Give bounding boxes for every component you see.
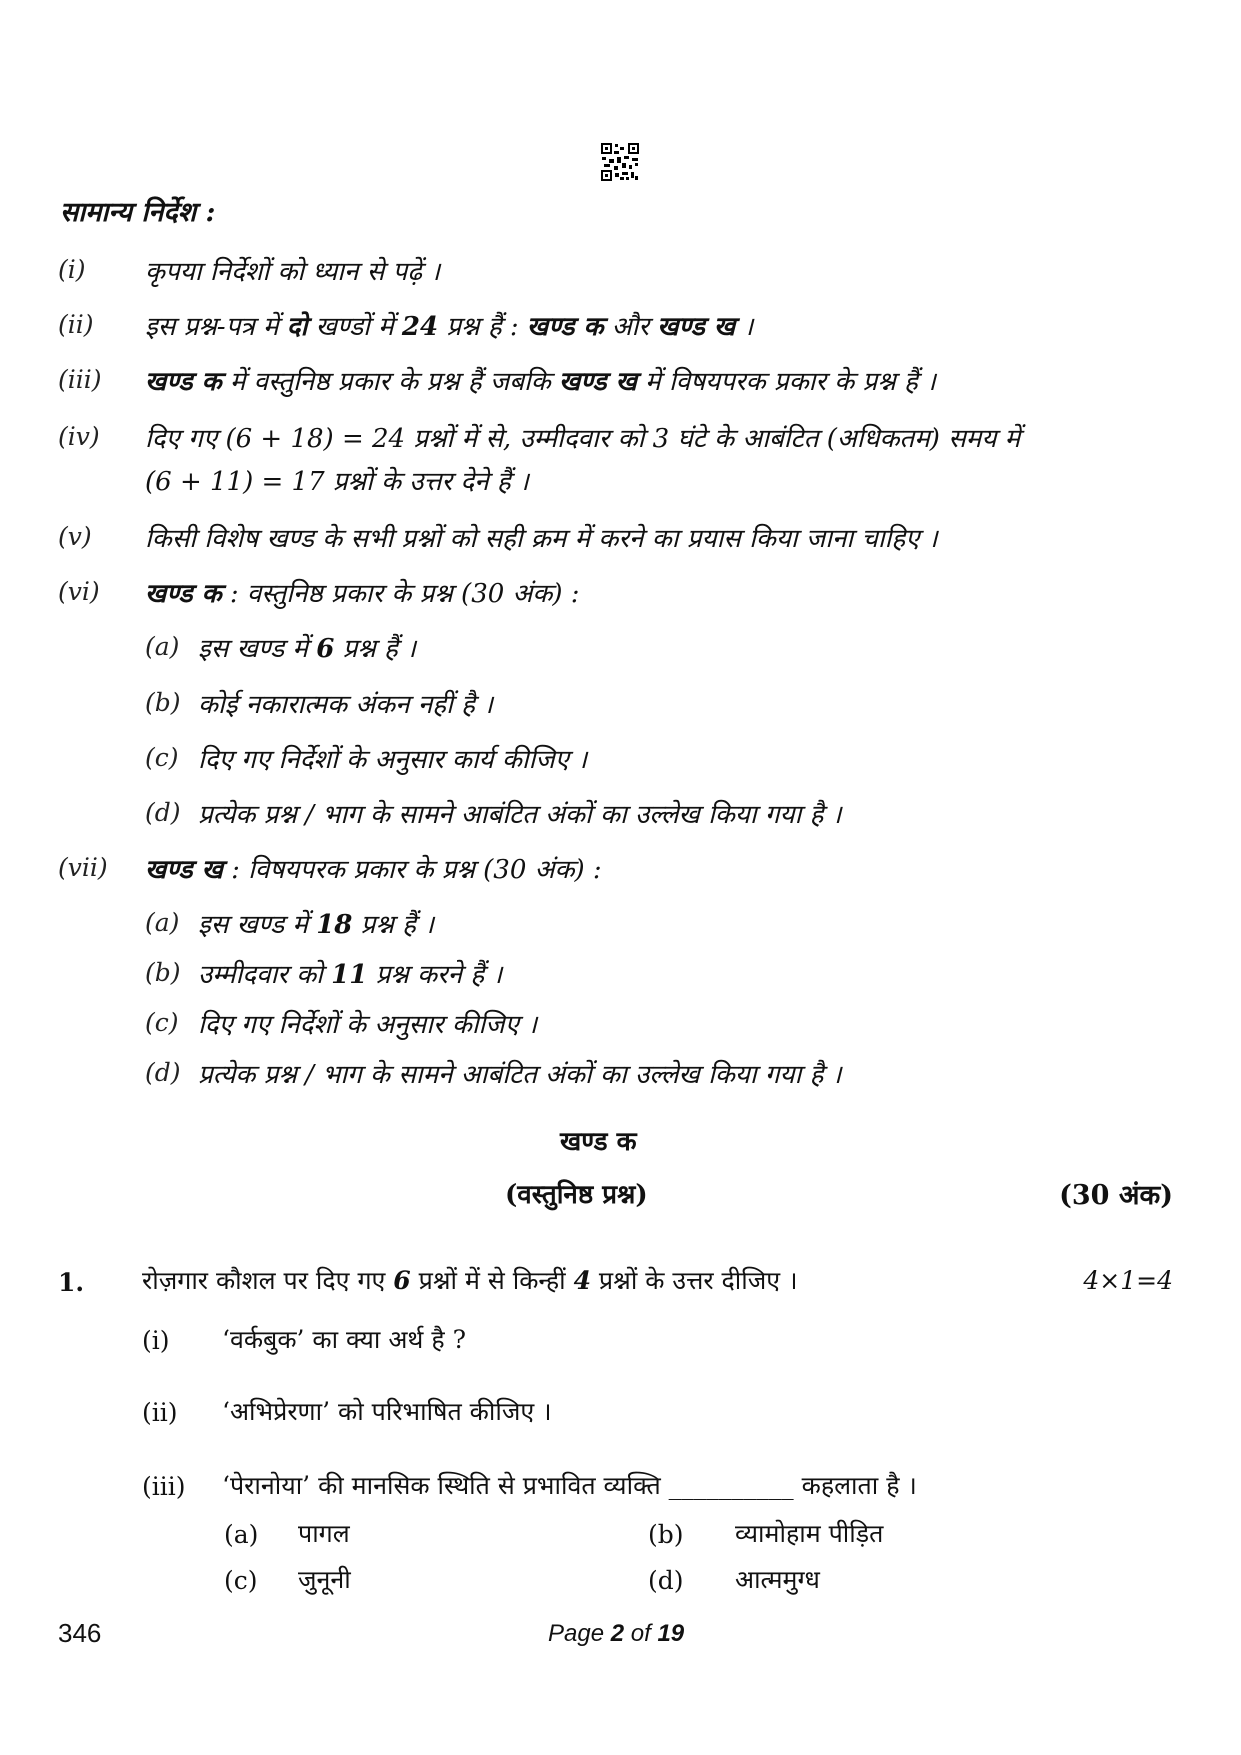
sub-instruction-text: दिए गए निर्देशों के अनुसार कीजिए । [198,1010,538,1040]
instruction-text: खण्ड क : वस्तुनिष्ठ प्रकार के प्रश्न (30 अंक) : [145,579,580,609]
part-number: (iii) [142,1472,186,1501]
sub-instruction-number: (d) [145,798,181,827]
instruction-text: किसी विशेष खण्ड के सभी प्रश्नों को सही क्रम में करने का प्रयास किया जाना चाहिए । [145,524,938,554]
option-label: (d) [648,1566,684,1595]
option-label: (c) [224,1566,258,1595]
part-text: ‘अभिप्रेरणा’ को परिभाषित कीजिए । [222,1397,552,1426]
option-text: पागल [298,1519,350,1548]
page-number: Page 2 of 19 [548,1620,685,1647]
sub-instruction-text: उम्मीदवार को 11 प्रश्न करने हैं । [198,960,503,990]
part-number: (ii) [142,1398,178,1427]
part-text: ‘पेरानोया’ की मानसिक स्थिति से प्रभावित व्यक्ति __________ कहलाता है । [222,1471,917,1500]
option-text: जुनूनी [298,1565,351,1594]
instructions-heading: सामान्य निर्देश : [60,197,216,228]
option-text: आत्ममुग्ध [735,1565,820,1594]
instruction-text: कृपया निर्देशों को ध्यान से पढ़ें । [145,257,441,287]
question-text: रोज़गार कौशल पर दिए गए 6 प्रश्नों में से किन्हीं 4 प्रश्नों के उत्तर दीजिए । [142,1266,798,1295]
sub-instruction-text: प्रत्येक प्रश्न / भाग के सामने आबंटित अंकों का उल्लेख किया गया है । [198,1060,842,1090]
sub-instruction-text: इस खण्ड में 18 प्रश्न हैं । [198,910,435,940]
instruction-text: खण्ड क में वस्तुनिष्ठ प्रकार के प्रश्न हैं जबकि खण्ड ख में विषयपरक प्रकार के प्रश्न हैं । [145,367,936,397]
part-text: ‘वर्कबुक’ का क्या अर्थ है ? [222,1325,466,1354]
question-marks: 4×1=4 [1083,1266,1173,1295]
instruction-number: (iv) [58,422,100,451]
instruction-text: खण्ड ख : विषयपरक प्रकार के प्रश्न (30 अंक) : [145,855,602,885]
qr-code [600,142,640,182]
sub-instruction-number: (d) [145,1058,181,1087]
section-subtitle: (वस्तुनिष्ठ प्रश्न) [505,1180,648,1210]
instruction-text: दिए गए (6 + 18) = 24 प्रश्नों में से, उम्मीदवार को 3 घंटे के आबंटित (अधिकतम) समय में [145,424,1021,454]
instruction-number: (v) [58,522,92,551]
sub-instruction-number: (a) [145,632,180,661]
option-label: (b) [648,1520,684,1549]
option-text: व्यामोहाम पीड़ित [735,1519,884,1548]
instruction-number: (ii) [58,310,94,339]
sub-instruction-number: (c) [145,1008,179,1037]
paper-code: 346 [58,1618,102,1648]
section-marks: (30 अंक) [1059,1180,1173,1211]
sub-instruction-number: (b) [145,688,181,717]
instruction-number: (vii) [58,853,108,882]
sub-instruction-text: इस खण्ड में 6 प्रश्न हैं । [198,634,416,664]
sub-instruction-text: कोई नकारात्मक अंकन नहीं है । [198,690,494,720]
instruction-number: (i) [58,255,86,284]
sub-instruction-text: दिए गए निर्देशों के अनुसार कार्य कीजिए । [198,745,588,775]
sub-instruction-text: प्रत्येक प्रश्न / भाग के सामने आबंटित अंकों का उल्लेख किया गया है । [198,800,842,830]
instruction-text: (6 + 11) = 17 प्रश्नों के उत्तर देने हैं । [145,467,529,497]
section-title: खण्ड क [560,1127,637,1157]
option-label: (a) [224,1520,259,1549]
sub-instruction-number: (a) [145,908,180,937]
question-number: 1. [58,1268,85,1297]
part-number: (i) [142,1326,170,1355]
sub-instruction-number: (c) [145,743,179,772]
instruction-text: इस प्रश्न-पत्र में दो खण्डों में 24 प्रश्न हैं : खण्ड क और खण्ड ख । [145,312,754,342]
instruction-number: (vi) [58,577,100,606]
sub-instruction-number: (b) [145,958,181,987]
instruction-number: (iii) [58,365,102,394]
